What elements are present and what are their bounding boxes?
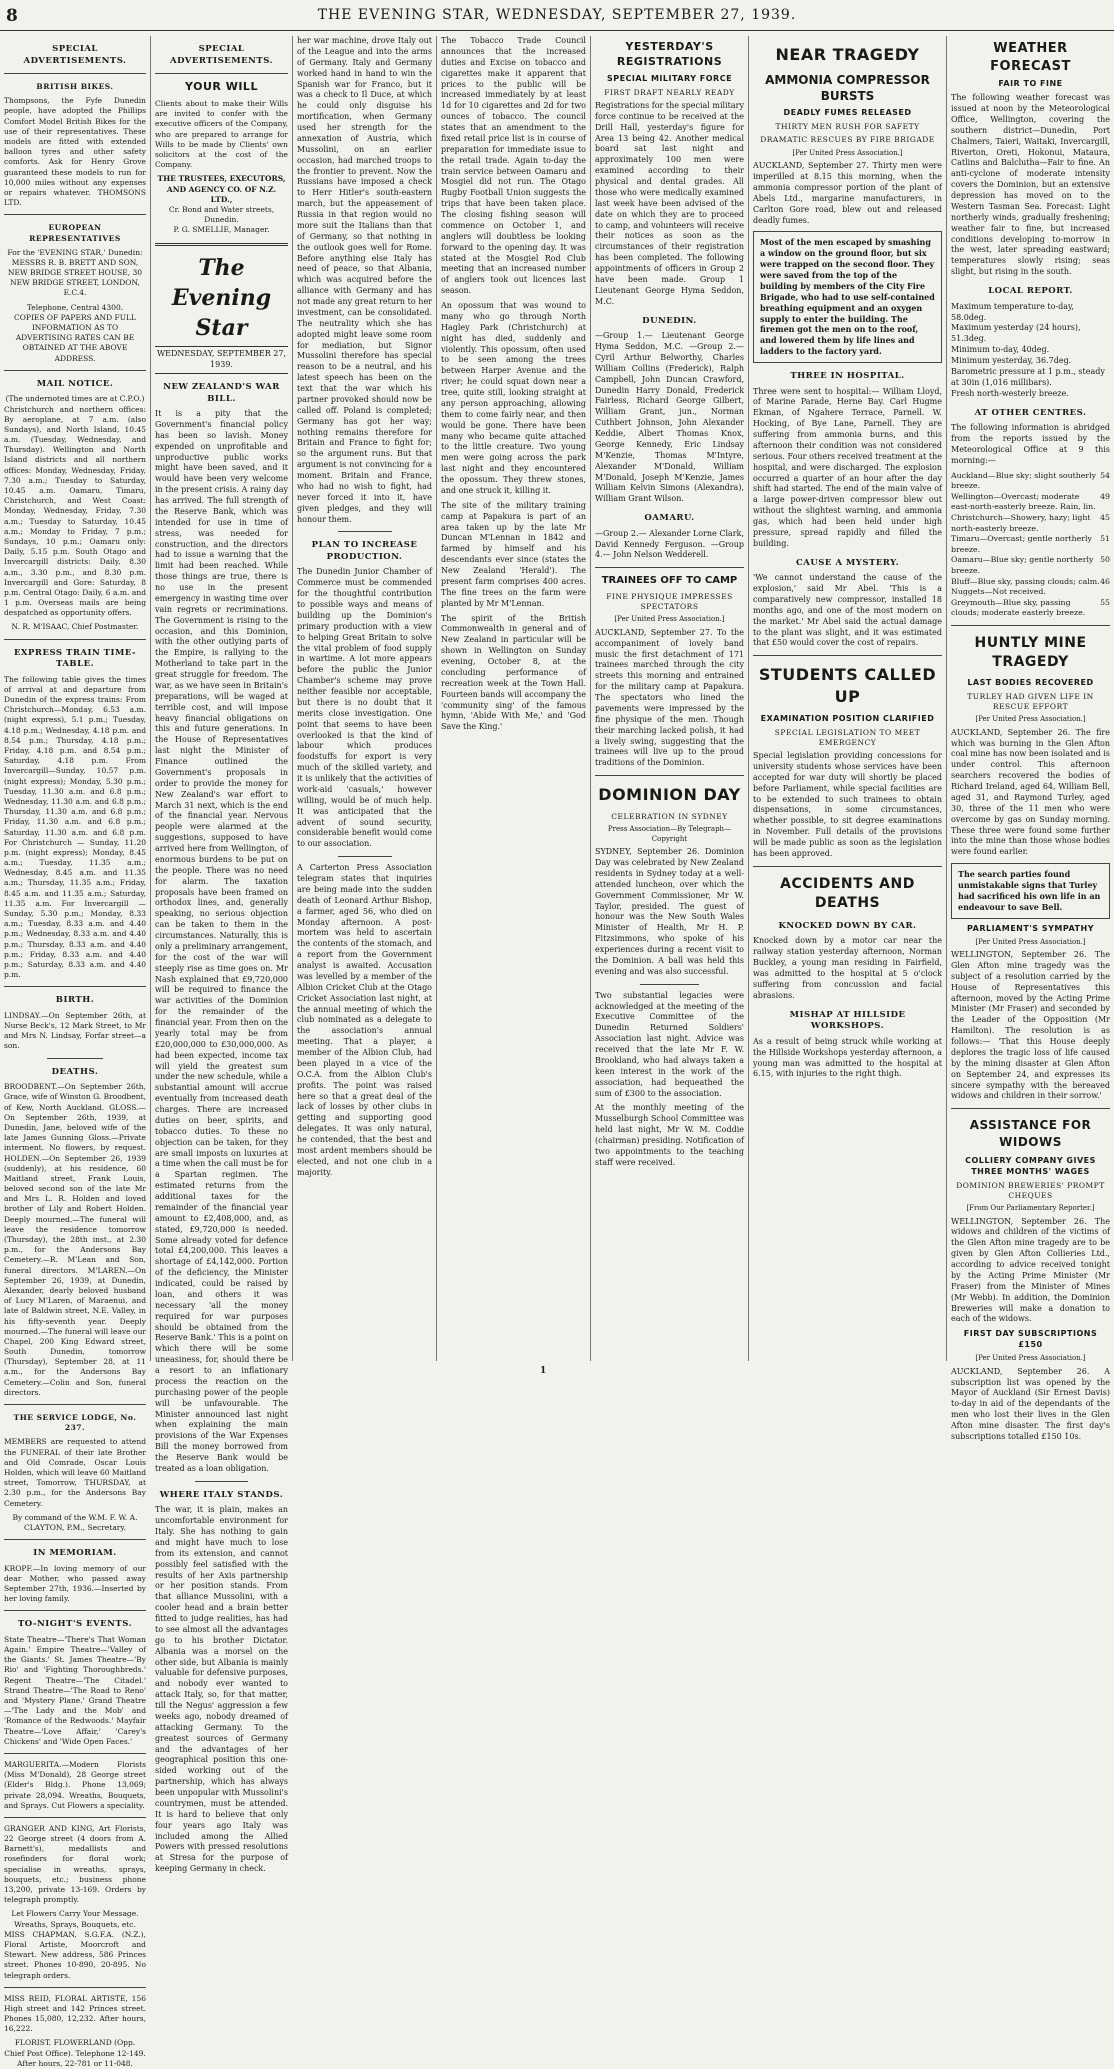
article-text: —Group 1.— Lieutenant George Hyma Seddon, M.C. —Group 2.— Cyril Arthur Belworthy, Charles William Collins (Frederick), Ralph Campbell, John Duncan Crawford, Dunedin Harry Donald, Frederick Fairless, Richard George Gilbert, William Grant, jun., Norman Cuthbert Johnson, John Alexander Keddie, Albert Thomas Knox, George Kennedy, Eric Lindsay M'Kenzie, Thomas M'Intyre, Alexander M'Donald, William M'Donald, Joseph M'Kenzie, James William Kelvin Simons (Alexandra), William Grant Wilson.	[595, 331, 744, 504]
article-text: AUCKLAND, September 27. To the accompaniment of lovely band music the first detachment of 171 trainees marched through the city streets this morning and entrained for the military camp at Papakura. The spectators who lined the pavements were impressed by the fine physique of the men. Though their marching lacked polish, it had a lively swing, suggesting that the trainees will live up to the proud traditions of the Dominion.	[595, 627, 744, 768]
column-rule	[590, 36, 591, 1361]
leader-text: her war machine, drove Italy out of the League and into the arms of Germany. Italy and Germany worked hand in hand to win the Spanish war for Franco, but it was a check to Il Duce, at which he could only disguise his mortification, when Germany used her strength for the annexation of Austria, which Mussolini, on an earlier occasion, had marched troops to the frontier to prevent. Now the Russians have imposed a check to Herr Hitler's south-eastern march, but the appeasement of Russia in that region would no more suit the Italians than that of Germany, so that nothing in the outlook goes well for Rome. Before anything else Italy has need of peace, so that Albania, which was acquired before the alliance with Germany and has not made any great return to her investment, can be consolidated. The neutrality which she has adopted might leave some room for mediation, but Signor Mussolini therefore has special reason to be a neutral, and his latest speech has been on the text that the war which his partner provoked should now be called off. Poland is completed; Germany has got her way; nothing remains therefore for Britain and France to fight for; so the argument runs. But that argument is not convincing for a moment. Britain and France, who had no wish to fight, had never forced it into it, have given pledges, and they will honour them.	[297, 36, 432, 524]
divider	[4, 1539, 146, 1540]
divider	[338, 531, 392, 532]
memoriam-title: IN MEMORIAM.	[33, 1548, 117, 1559]
headline: ACCIDENTS AND DEATHS	[780, 875, 915, 911]
ad-address: Cr. Bond and Water streets, Dunedin.	[168, 204, 275, 225]
article-text: Three were sent to hospital:— William Lloyd, of Marine Parade, Herne Bay. Carl Hugme Ekman, of Ngahere Terrace, Parnell. W. Hocking, of Bye Lane, Parnell. They are suffering from ammonia burns, and this afternoon their condition was not considered serious. Four others received treatment at the hospital, and were discharged. The explosion occurred a quarter of an hour after the day shift had started. The end of the main valve of a large power-driven compressor blew out without the slightest warning, and ammonia gas, which had been held under high pressure, spread rapidly and filled the building.	[753, 386, 942, 548]
headline: STUDENTS CALLED UP	[758, 665, 937, 707]
news-paragraph: An opossum that was wound to many who go through North Hagley Park (Christchurch) at night has died, suddenly and violently. This opossum, often used to be seen among the trees between Harper Avenue and the river; he could squat down near a tree, quite still, looking straight at any person approaching, allowing them to come fairly near, and then would be gone. There have been many who became quite attached to the little creature. Two young men were going across the park last night and they encountered the opossum. They threw stones, and one struck it, killing it.	[441, 301, 586, 495]
weather-table	[951, 471, 1110, 619]
ad-firm: THE TRUSTEES, EXECUTORS, AND AGENCY CO. OF N.Z. LTD.,	[157, 174, 286, 204]
article-text: WELLINGTON, September 26. The Glen Afton mine tragedy was the subject of a resolution carried by the House of Representatives this afternoon, moved by the Acting Prime Minister (Mr Fraser) and seconded by the Leader of the Opposition (Mr Hamilton). The resolution is as follows:— 'That this House deeply deplores the tragic loss of life caused by the mining disaster at Glen Afton on September 24, and expresses its sincere sympathy with the bereaved widows and children in their sorrow.'	[951, 950, 1110, 1101]
weather-place: Nuggets—Not received.	[951, 587, 1046, 597]
weather-place: Christchurch—Showery, hazy; light north-easterly breeze.	[951, 512, 1091, 533]
subheadline: LAST BODIES RECOVERED	[967, 677, 1094, 687]
ad-title: EUROPEAN REPRESENTATIVES	[29, 223, 121, 243]
events-text: State Theatre—'There's That Woman Again.' Empire Theatre—'Valley of the Giants.' St. James Theatre—'By Rio' and 'Fighting Thoroughbreds.' Regent Theatre—'The Citadel.' Strand Theatre—'The Road to Reno' and 'Mystery Plane.' Grand Theatre—'The Lady and the Mob' and 'Romance of the Redwoods.' Mayfair Theatre—'Love Affair,' 'Carey's Chickens' and 'Wide Open Faces.'	[4, 1634, 146, 1746]
local-report-line: Maximum temperature to-day, 58.0deg.	[951, 301, 1074, 322]
births-title: BIRTH.	[55, 995, 95, 1006]
local-report-list	[951, 302, 1110, 400]
subheadline: EXAMINATION POSITION CLARIFIED	[760, 713, 935, 723]
events-title: TO-NIGHT'S EVENTS.	[17, 1619, 133, 1630]
divider	[4, 986, 146, 987]
article-text: AUCKLAND, September 26. A subscription list was opened by the Mayor of Auckland (Sir Ernest Davis) to-day in aid of the dependants of the men who lost their lives in the Glen Afton mine disaster. The first day's subscriptions totalled £150 10s.	[951, 1366, 1110, 1441]
article-text: WELLINGTON, September 26. The widows and children of the victims of the Glen Afton mine tragedy are to be given by Glen Afton Collieries Ltd., according to advice received tonight by the Acting Prime Minister (Mr Fraser) from the Minister of Mines (Mr Webb). In addition, the Dominion Breweries will make a donation to each of the widows.	[951, 1216, 1110, 1324]
subheadline: DOMINION BREWERIES' PROMPT CHEQUES	[956, 1180, 1105, 1200]
article-text: AUCKLAND, September 27. Thirty men were imperilled at 8.15 this morning, when the ammonia compressor portion of the plant of Abels Ltd., margarine manufacturers, in Carlton Gore road, blew out and released deadly fumes.	[753, 161, 942, 225]
divider	[753, 655, 942, 656]
masthead	[0, 0, 1114, 31]
lodge-title: THE SERVICE LODGE, No. 237.	[13, 1413, 137, 1433]
article-text: The following weather forecast was issued at noon by the Meteorological Office, Wellington, covering the southern district—Dunedin, Port Chalmers, Taieri, Waitaki, Invercargill, Riverton, Oreti, Hokonui, Mataura, Catlins and Balclutha—Fair to fine. An anti-cyclone of moderate intensity covers the Dominion, but an extensive depression has moved on to the Western Tasman Sea. Forecast: Light northerly winds, gradually freshening; weather fair to fine, but increased conditions developing to-morrow in the west, later spreading eastward; temperatures slowly rising; seas slight, but rising in the south.	[951, 93, 1110, 277]
leader-title: WHERE ITALY STANDS.	[159, 1489, 284, 1500]
ad-title: YOUR WILL	[185, 80, 258, 94]
divider	[338, 856, 392, 857]
column-weather	[951, 36, 1110, 1441]
article-text: AUCKLAND, September 26. The fire which was burning in the Glen Afton coal mine has now been isolated and is under control. This afternoon searchers recovered the bodies of Richard Ireland, aged 64, William Bell, aged 31, and Raymond Turley, aged 30, three of the 11 men who were overcome by gas on Sunday morning. These three were found some further into the mine than those whose bodies were found earlier.	[951, 727, 1110, 857]
divider	[640, 984, 700, 985]
section-label: LOCAL REPORT.	[988, 286, 1073, 297]
section-label: THREE IN HOSPITAL.	[790, 371, 905, 382]
dateline: WEDNESDAY, SEPTEMBER 27, 1939.	[155, 346, 288, 374]
ad-firm: MESSRS R. B. BRETT AND SON, NEW BRIDGE STREET HOUSE, 30 NEW BRIDGE STREET, LONDON, E.C.4.	[7, 257, 143, 298]
leader-text: It is a pity that the Government's financial policy has been so lavish. Money expended on unprofitable and unproductive public works might have been saved, and it would have been very welcome in the present crisis. A rainy day has arrived. The full strength of the Reserve Bank, which was intended for use in time of stress, was needed for construction, and the directors had to issue a warning that the limit had been reached. While those things are true, there is no use in the present emergency in wasting time over vain regrets or recriminations. The Government is rising to the occasion, and this Dominion, with the other outlying parts of the Empire, is rallying to the Motherland to take part in the great struggle for freedom. The war, as we have seen in Britain's preparations, will be waged at terrible cost, and will impose heavy financial obligations on this and future generations. In the House of Representatives last night the Minister of Finance outlined the Government's proposals in order to provide the money for New Zealand's war effort to March 31 next, which is the end of the financial year. Nervous people were alarmed at the suggestions, supposed to have arrived here from Wellington, of enormous burdens to be put on the people. There was no need for alarm. The taxation proposals have been framed on orthodox lines, and, generally speaking, no serious objection can be taken to them in the circumstances. Naturally, this is only a preliminary arrangement, for the cost of the war will steeply rise as time goes on. Mr Nash explained that £9,720,000 will be required to finance the war activities of the Dominion for the remainder of the financial year. From then on the yearly total may be from £20,000,000 to £30,000,000. As had been expected, income tax will yield the greatest sum under the new schedule, while a substantial amount will accrue eventually from increased death charges. There are increased duties on beer, spirits, and tobacco duties. To these no objection can be taken, for they are small imposts on luxuries at a time when the call must be for a Spartan regimen. The estimated returns from the additional taxes for the remainder of the financial year amount to £2,408,000, and, as stated, £9,720,000 is needed. Some already voted for defence total £4,200,000. This leaves a shortage of £4,142,000. Portion of the deficiency, the Minister indicated, could be raised by loan, and others it was necessary 'all the money required for war purposes should be obtained from the Reserve Bank.' This is a point on which there will be some uneasiness, for, should there be a resort to an inflationary process the reaction on the purchasing power of the people will be unfavourable. The Minister announced last night when explaining the main provisions of the War Expenses Bill the money borrowed from the Reserve Bank would be treated as a loan obligation.	[155, 409, 288, 1473]
column-editorial-continued	[297, 36, 432, 1361]
leader-text: The war, it is plain, makes an uncomfortable environment for Italy. She has nothing to gain and might have much to lose from its extension, and cannot possibly feel satisfied with the results of her Axis partnership or her position stands. From that alliance Mussolini, with a cooler head and a brain better fitted to judge realities, has had to see almost all the advantages go to his brother Dictator. Albania was a morsel on the other side, but Albania is mainly valuable for defensive purposes, and nobody ever wanted to attack Italy, so, for that matter, till the Negus' aggression a few weeks ago, nobody dreamed of attacking Germany. To the greatest sources of Germany and the advantages of her geographical position this one-sided working out of the partnership, which has always been unpopular with Mussolini's countrymen, must be attended. It is hard to believe that only four years ago Italy was included among the Allied Powers with pressed resolutions at Stresa for the purpose of keeping Germany in check.	[155, 1505, 288, 1874]
wire-credit: [Per United Press Association.]	[614, 615, 725, 624]
weather-row	[951, 471, 1110, 492]
ad-title: BRITISH BIKES.	[36, 82, 114, 92]
divider	[4, 639, 146, 640]
page-number: 8	[6, 6, 18, 26]
section-label: MISHAP AT HILLSIDE WORKSHOPS.	[789, 1009, 906, 1032]
divider	[595, 775, 744, 776]
subheadline: AMMONIA COMPRESSOR BURSTS	[765, 72, 930, 104]
weather-row	[951, 587, 1110, 598]
subheadline: TURLEY HAD GIVEN LIFE IN RESCUE EFFORT	[967, 691, 1094, 711]
subheadline: COLLIERY COMPANY GIVES THREE MONTHS' WAGES	[965, 1155, 1096, 1176]
wire-credit: [Per United Press Association.]	[792, 148, 903, 157]
florist-ad: MARGUERITA.—Modern Florists (Miss M'Donald), 28 George street (Elder's Bldg.). Phone 13,069; private 28,094. Wreaths, Bouquets, and Sprays. Cut Flowers a speciality.	[4, 1759, 146, 1810]
notice-text: Christchurch and northern offices: By aeroplane, at 7 a.m. (also Sundays), and North Island, 10.45 a.m. (Tuesday, Wednesday, and Thursday). Wellington and North Island districts and all northern offices: Monday, Wednesday, Friday, 7.30 a.m.; Tuesday to Saturday, 10.45 a.m. Oamaru, Timaru, Christchurch, and West Coast: Monday, Wednesday, Friday, 7.30 a.m.; Tuesday to Saturday, 10.45 a.m.; Monday to Friday, 7 p.m.; Sundays, 10 p.m.; Oamaru only: Daily, 5.15 p.m. South Otago and Invercargill districts: Daily, 8.30 a.m., 3.30 p.m., and 8.30 p.m. Invercargill and Gore: Saturday, 8 p.m. Central Otago: Daily, 6 a.m. and 1 p.m. Overseas mails are being despatched as opportunity offers.	[4, 404, 146, 618]
subheadline: DRAMATIC RESCUES BY FIRE BRIGADE	[760, 135, 935, 145]
section-label: CAUSE A MYSTERY.	[795, 557, 900, 568]
leader-title: NEW ZEALAND'S WAR BILL.	[163, 381, 280, 404]
deaths-title: DEATHS.	[51, 1066, 99, 1077]
column-rule	[292, 36, 293, 1361]
weather-place: Greymouth—Blue sky, passing clouds; moderate easterly breeze.	[951, 597, 1086, 618]
divider	[951, 1108, 1110, 1109]
local-report-line: Minimum yesterday, 36.7deg.	[951, 356, 1072, 366]
weather-place: Wellington—Overcast; moderate east-north-easterly breeze. Rain, lin.	[951, 491, 1096, 512]
divider	[4, 370, 146, 371]
divider	[4, 73, 146, 74]
divider	[4, 1817, 146, 1818]
section-label: KNOCKED DOWN BY CAR.	[778, 920, 917, 931]
local-report-line: Minimum to-day, 40deg.	[951, 345, 1050, 355]
subheadline: SPECIAL MILITARY FORCE	[606, 73, 733, 83]
ad-telephone: Telephone, Central 4300.	[26, 302, 124, 312]
column-rule	[436, 36, 437, 1361]
weather-row	[951, 598, 1110, 619]
subheadline: FINE PHYSIQUE IMPRESSES SPECTATORS	[606, 591, 733, 612]
local-report-line: Fresh north-westerly breeze.	[951, 388, 1069, 398]
weather-temp: 46	[1100, 576, 1110, 586]
newspaper-flag: The Evening Star	[171, 255, 272, 342]
weather-place: Oamaru—Blue sky; gentle northerly breeze.	[951, 555, 1094, 575]
article-text: Two substantial legacies were acknowledged at the meeting of the Executive Committee of the Dunedin Returned Soldiers' Association last night. Advice was received that the late Mr F. W. Brookland, who had always taken a keen interest in the work of the association, had bequeathed the sum of £300 to the association.	[595, 990, 744, 1098]
wire-credit: [Per United Press Association.]	[975, 937, 1086, 946]
news-paragraph: The site of the military training camp at Papakura is part of an area taken up by the late Mr Duncan M'Lennan in 1842 and farmed by himself and his descendants ever since (states the New Zealand 'Herald'). The present farm comprises 400 acres. The fine trees on the farm were planted by Mr M'Lennan.	[441, 500, 586, 608]
divider	[595, 567, 744, 568]
article-text: The following information is abridged from the reports issued by the Meteorological Office at 9 this morning:—	[951, 423, 1110, 465]
headline: ASSISTANCE FOR WIDOWS	[969, 1118, 1092, 1149]
weather-temp: 49	[1100, 491, 1110, 501]
article-text: 'We cannot understand the cause of the explosion,' said Mr Abel. 'This is a comparatively new compressor, installed 18 months ago, and one of the most modern on the market.' Mr Abel said the actual damage to the plant was slight, and it was estimated that £50 would cover the cost of repairs.	[753, 573, 942, 648]
masthead-title: THE EVENING STAR, WEDNESDAY, SEPTEMBER 27, 1939.	[317, 7, 797, 23]
divider	[4, 214, 146, 215]
divider	[155, 73, 288, 74]
column-rule	[150, 36, 151, 1361]
headline: DOMINION DAY	[598, 785, 741, 805]
headline: TRAINEES OFF TO CAMP	[601, 575, 738, 587]
subheadline: DEADLY FUMES RELEASED	[783, 108, 912, 118]
weather-row	[951, 555, 1110, 576]
weather-place: Auckland—Blue sky; slight southerly breeze.	[951, 470, 1096, 491]
timetable-text: The following table gives the times of arrival at and departure from Dunedin of the express trains: From Christchurch—Monday, 6.53 a.m. (night express), 5.1 p.m.; Tuesday, 4.18 p.m.; Wednesday, 4.18 p.m. and 8.54 p.m.; Thursday, 4.18 p.m.; Friday, 4.18 p.m. and 8.54 p.m.; Saturday, 4.18 p.m. From Invercargill—Sunday, 10.57 p.m. (night express); Monday, 5.30 p.m.; Tuesday, 11.30 a.m. and 6.8 p.m.; Wednesday, 11.30 a.m. and 6.8 p.m.; Thursday, 11.30 a.m. and 6.8 p.m.; Friday, 11.30 a.m. and 6.8 p.m.; Saturday, 11.30 a.m. and 6.8 p.m. For Christchurch — Sunday, 11.20 p.m. (night express); Monday, 8.45 a.m.; Tuesday, 11.35 a.m.; Wednesday, 8.45 a.m. and 11.35 a.m.; Thursday, 11.35 a.m.; Friday, 8.45 a.m. and 11.35 a.m.; Saturday, 11.35 a.m. For Invercargill — Sunday, 5.30 p.m.; Monday, 8.33 a.m.; Tuesday, 8.33 a.m. and 4.40 p.m.; Wednesday, 8.33 a.m. and 4.40 p.m.; Thursday, 8.33 a.m. and 4.40 p.m.; Friday, 8.33 a.m. and 4.40 p.m.; Saturday, 8.33 a.m. and 4.40 p.m.	[4, 674, 146, 980]
subheadline: FIRST DAY SUBSCRIPTIONS £150	[963, 1329, 1098, 1350]
divider	[4, 1753, 146, 1754]
ad-signature: P. G. SMELLIE, Manager.	[173, 225, 270, 235]
news-paragraph: A Carterton Press Association telegram states that inquiries are being made into the sudden death of Leonard Arthur Bishop, a farmer, aged 56, who died on Monday afternoon. A post-mortem was held to ascertain the contents of the stomach, and a report from the Government analyst is awaited. Accusation was levelled by a member of the Albion Cricket Club at the Otago Cricket Association last night, at the annual meeting of which the club nominated as a delegate to the association's annual meeting. That a player, a member of the Albion Club, had been played in a vice of the O.C.A. from the Albion Club's profits. The point was raised here so that a great deal of the lack of losses by other clubs in getting and supporting good delegates. It was only natural, he contended, that the best and most ardent members should be elected, and not one club in a majority.	[297, 863, 432, 1177]
divider	[195, 1481, 248, 1482]
section-heading: SPECIAL ADVERTISEMENTS.	[23, 44, 127, 66]
column-rule	[748, 36, 749, 1361]
notice-title: MAIL NOTICE.	[36, 378, 114, 389]
leader-title: PLAN TO INCREASE PRODUCTION.	[311, 540, 418, 562]
section-label: OAMARU.	[644, 513, 695, 524]
wire-credit: [Per United Press Association.]	[975, 1354, 1086, 1363]
weather-temp: 51	[1100, 534, 1110, 544]
news-paragraph: The Tobacco Trade Council announces that the increased duties and Excise on tobacco and cigarettes make it apparent that prices to the public will be increased immediately by at least 1d for 10 cigarettes and 2d for two ounces of tobacco. The council states that an amendment to the fixed retail price list is in course of preparation for immediate issue to the retail trade. Again to-day the train service between Oamaru and Mosgiel did not run. The Otago Rugby Football Union suggests the trips that have been taken place. The closing fishing season will commence on October 1, and anglers will doubtless be looking forward to the opening day. It was stated at the Mosgiel Rod Club meeting that an increased number of anglers took out licences last season.	[441, 36, 586, 296]
lodge-signature: By command of the W.M. F. W. A. CLAYTON, P.M., Secretary.	[12, 1512, 138, 1532]
wire-credit: [Per United Press Association.]	[975, 715, 1086, 724]
local-report-line: Barometric pressure at 1 p.m., steady at 30in (1,016 millibars).	[951, 366, 1105, 387]
ad-subtitle: For the 'EVENING STAR,' Dunedin:	[7, 247, 143, 257]
deaths-text: BROODBENT.—On September 26th, Grace, wife of Winston G. Broodbent, of Kew, North Auckland. GLOSS.—On September 26th, 1939, at Dunedin, Jane, beloved wife of the late James Gunning Gloss.—Private interment. No flowers, by request. HOLDEN.—On September 26, 1939 (suddenly), at his residence, 60 Maitland street, Frank Louis, beloved second son of the late Mr and Mrs L. R. Holden and loved brother of Lily and Robert Holden. Deeply mourned.—The funeral will leave the residence tomorrow (Thursday), the 28th inst., at 2.30 p.m., for the Andersons Bay Cemetery.—R. M'Lean and Son, funeral directors. M'LAREN.—On September 26, 1939, at Dunedin, Alexander, dearly beloved husband of Lucy M'Laren, of Maraenui, and late of Baldwin street, N.E. Valley, in his fifty-seventh year. Deeply mourned.—The funeral will leave our Chapel, 200 King Edward street, South Dunedin, tomorrow (Thursday), September 28, at 11 a.m., for the Andersons Bay Cemetery.—Colin and Son, funeral directors.	[4, 1082, 146, 1397]
highlight-box: Most of the men escaped by smashing a window on the ground floor, but six were trapped on the second floor. They were saved from the top of the building by members of the City Fire Brigade, who had to use self-contained breathing equipment and an oxygen supply to enter the building. The firemen got the men on to the roof, and lowered them by life lines and ladders to the factory yard.	[753, 231, 942, 363]
divider	[4, 1610, 146, 1611]
article-text: Special legislation providing concessions for university students whose services have been accepted for war duty will shortly be placed before Parliament, while special facilities are to be extended to such trainees to obtain dispensations, in some circumstances, whether possible, to sit degree examinations in November. Full details of the provisions will be made public as soon as the legislation has been approved.	[753, 751, 942, 858]
column-news-notes	[441, 36, 586, 1361]
divider	[951, 625, 1110, 626]
headline: WEATHER FORECAST	[990, 41, 1071, 74]
column-editorial	[155, 36, 288, 1874]
births-text: LINDSAY.—On September 26th, at Nurse Beck's, 12 Mark Street, to Mr and Mrs N. Lindsay, Forfar street—a son.	[4, 1010, 146, 1051]
section-heading: SPECIAL ADVERTISEMENTS.	[169, 44, 273, 66]
wire-credit: Press Association—By Telegraph—Copyright	[607, 825, 732, 843]
headline: HUNTLY MINE TRAGEDY	[974, 634, 1087, 670]
memoriam-text: KROPF.—In loving memory of our dear Mother, who passed away September 27th, 1936.—Inserted by her loving family.	[4, 1563, 146, 1604]
florist-ad: MISS CHAPMAN, S.G.F.A. (N.Z.), Floral Artiste, Moorcroft and Stewart. New address, 586 Princes street. Phones 10-890, 20-895. No telegraph orders.	[4, 1929, 146, 1980]
subheadline: FAIR TO FINE	[998, 79, 1063, 89]
column-classifieds	[4, 36, 146, 2068]
weather-temp: 55	[1100, 597, 1110, 607]
timetable-title: EXPRESS TRAIN TIME-TABLE.	[13, 647, 137, 670]
article-text: Knocked down by a motor car near the railway station yesterday afternoon, Norman Buckley, a young man residing in Fairfield, was admitted to the hospital at 5 o'clock suffering from concussion and facial abrasions.	[753, 936, 942, 1000]
local-report-line: Maximum yesterday (24 hours), 51.3deg.	[951, 323, 1081, 344]
page-footer-mark: 1	[540, 1366, 547, 1376]
article-text: At the monthly meeting of the Musselburgh School Committee was held last night, Mr W. M. Coddie (chairman) presiding. Notification of two appointments to the teaching staff were received.	[595, 1103, 744, 1167]
subheadline: PARLIAMENT'S SYMPATHY	[967, 923, 1094, 933]
subheadline: FIRST DRAFT NEARLY READY	[604, 87, 735, 97]
divider	[753, 866, 942, 867]
divider	[4, 1404, 146, 1405]
wire-credit: [From Our Parliamentary Reporter.]	[966, 1204, 1095, 1213]
leader-text: The Dunedin Junior Chamber of Commerce must be commended for the thoughtful contribution to possible ways and means of building up the Dominion's primary production with a view to helping Great Britain to solve the vital problem of food supply in wartime. A lot more appears before the public the Junior Chamber's scheme may prove neither feasible nor acceptable, but there is no doubt that it merits close investigation. One point that seems to have been overlooked is that the kind of labour which produces foodstuffs for export is very much of the skilled variety, and it is unlikely that the activities of work-aid 'casuals,' however willing, would be of much help. It was anticipated that the advent of sound security, considerable benefit would come to our association.	[297, 567, 432, 849]
ad-text: Thompsons, the Fyfe Dunedin people, have adopted the Phillips Comfort Model British Bikes for the use of their representatives. These models are fitted with extended balloon tyres and other safety comforts. Ask for Henry Grove guaranteed these models to run for 10,000 miles without any expenses or repairs whatever. THOMSONS LTD.	[4, 96, 146, 208]
headline: NEAR TRAGEDY	[775, 45, 920, 64]
divider	[47, 1058, 104, 1059]
florist-ad: MISS REID, FLORAL ARTISTE, 156 High street and 142 Princes street. Phones 15,080, 12,232. After hours, 16,222.	[4, 1993, 146, 2034]
article-text: SYDNEY, September 26. Dominion Day was celebrated by New Zealand residents in Sydney today at a well-attended luncheon, over which the Government Commissioner, Mr W. Taylor, presided. The guest of honour was the New South Wales Minister of Health, Mr H. P. Fitzsimmons, who spoke of his experiences during a recent visit to the Dominion. A ball was held this evening and was also successful.	[595, 847, 744, 976]
notice-signature: N. R. M'ISAAC, Chief Postmaster.	[11, 622, 139, 632]
section-label: AT OTHER CENTRES.	[974, 407, 1087, 418]
subheadline: THIRTY MEN RUSH FOR SAFETY	[775, 122, 920, 132]
section-label: DUNEDIN.	[642, 315, 697, 326]
notice-subtitle: (The undernoted times are at C.P.O.)	[5, 394, 145, 404]
florist-ad: FLORIST. FLOWERLAND (Opp. Chief Post Office). Telephone 12-149. After hours, 22-781 or 11-048.	[4, 2038, 146, 2068]
weather-temp: 50	[1100, 555, 1110, 565]
headline: YESTERDAY'S REGISTRATIONS	[616, 40, 723, 68]
article-text: —Group 2.— Alexander Lorne Clark, David Kennedy Ferguson. —Group 4.— John Nelson Wedderell.	[595, 528, 744, 560]
florist-ad: GRANGER AND KING, Art Florists, 22 George street (4 doors from A. Barnett's), medallists and rosefinders for floral work; specialise in wreaths, sprays, bouquets, etc.; business phone 13,200, private 13-169. Orders by telegraph promptly.	[4, 1823, 146, 1905]
subheadline: CELEBRATION IN SYDNEY	[611, 811, 728, 821]
article-text: As a result of being struck while working at the Hillside Workshops yesterday afternoon, a young man was admitted to the hospital at 6.15, with injuries to the right thigh.	[753, 1036, 942, 1079]
weather-place: Bluff—Blue sky, passing clouds; calm.	[951, 576, 1100, 586]
weather-temp: 54	[1100, 470, 1110, 480]
column-registrations	[595, 36, 744, 1361]
weather-row	[951, 534, 1110, 555]
divider	[155, 243, 288, 246]
weather-row	[951, 492, 1110, 513]
column-rule	[946, 36, 947, 1361]
ad-note: COPIES OF PAPERS AND FULL INFORMATION AS TO ADVERTISING RATES CAN BE OBTAINED AT THE ABOVE ADDRESS.	[14, 312, 136, 363]
weather-row	[951, 513, 1110, 534]
lodge-text: MEMBERS are requested to attend the FUNERAL of their late Brother and Old Comrade, Oscar Louis Holden, which will leave 60 Maitland street, Tomorrow, THURSDAY, at 2.30 p.m., for the Andersons Bay Cemetery.	[4, 1437, 146, 1508]
subheadline: SPECIAL LEGISLATION TO MEET EMERGENCY	[774, 727, 921, 747]
florist-ad: Let Flowers Carry Your Message. Wreaths, Sprays, Bouquets, etc.	[11, 1909, 139, 1929]
weather-place: Timaru—Overcast; gentle northerly breeze.	[951, 534, 1092, 554]
weather-row	[951, 577, 1110, 588]
news-paragraph: The spirit of the British Commonwealth in general and of New Zealand in particular will be shown in Wellington on Sunday evening, October 8, at the concluding performance of recreation week at the Town Hall. Fourteen bands will accompany the 'community sing' of the famous hymn, 'Abide With Me,' and 'God Save the King.'	[441, 613, 586, 732]
divider	[4, 1987, 146, 1988]
weather-temp: 45	[1100, 512, 1110, 522]
ad-text: Clients about to make their Wills are invited to confer with the executive officers of the Company, who are prepared to arrange for Wills to be made by Clients' own solicitors at the cost of the Company.	[155, 99, 288, 170]
column-accidents	[753, 36, 942, 1361]
article-text: Registrations for the special military force continue to be received at the Drill Hall, yesterday's figure for Area 13 being 42. Another medical board sat last night and approximately 100 men were examined according to their physical and dental grades. All those who were medically examined last week have been advised of the date on which they are to proceed to camp, and volunteers will receive their notices as soon as the circumstances of their registration has been completed. The following appointments of officers in Group 2 have been made. Group 1 Lieutenant George Hyma Seddon, M.C.	[595, 100, 744, 306]
highlight-box: The search parties found unmistakable signs that Turley had sacrificed his own life in an endeavour to save Bell.	[951, 863, 1110, 919]
